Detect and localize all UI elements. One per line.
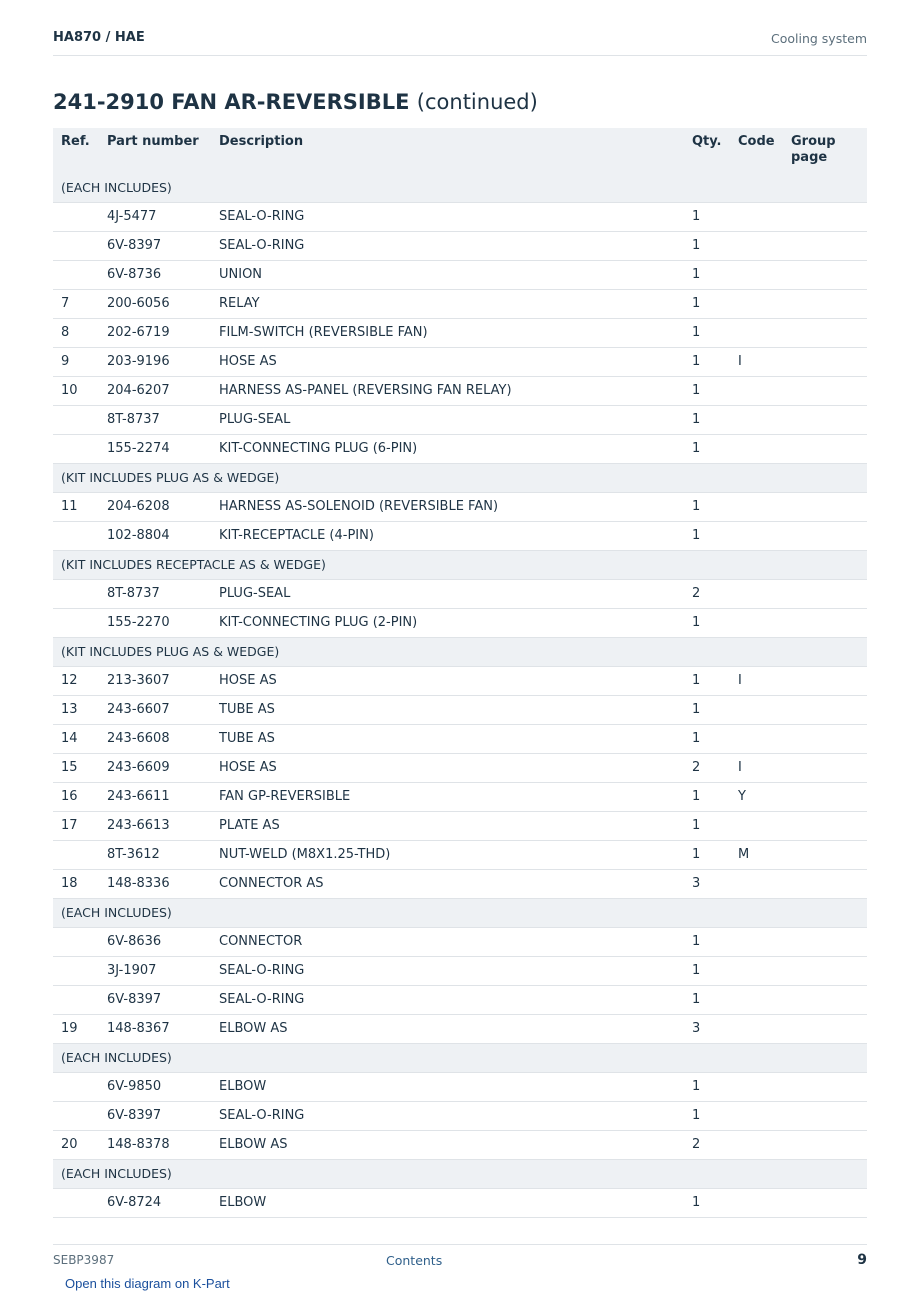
table-row	[53, 377, 867, 406]
group-page-cell	[783, 493, 867, 522]
group-page-cell	[783, 232, 867, 261]
ref-cell: 12	[53, 667, 99, 696]
table-row	[53, 754, 867, 783]
group-page-cell	[783, 261, 867, 290]
part-number-cell: 200-6056	[99, 290, 211, 319]
ref-cell: 14	[53, 725, 99, 754]
code-cell	[730, 1131, 783, 1160]
qty-cell: 3	[684, 1015, 730, 1044]
part-number-cell: 202-6719	[99, 319, 211, 348]
qty-cell: 1	[684, 725, 730, 754]
description-cell: ELBOW AS	[211, 1131, 684, 1160]
description-cell: KIT-RECEPTACLE (4-PIN)	[211, 522, 684, 551]
description-cell: ELBOW	[211, 1189, 684, 1218]
col-header-qty: Qty.	[684, 128, 730, 174]
code-cell	[730, 725, 783, 754]
part-number-cell: 8T-8737	[99, 580, 211, 609]
code-cell	[730, 406, 783, 435]
ref-cell: 17	[53, 812, 99, 841]
col-header-description: Description	[211, 128, 684, 174]
ref-cell	[53, 406, 99, 435]
code-cell	[730, 435, 783, 464]
qty-cell: 1	[684, 377, 730, 406]
table-row	[53, 261, 867, 290]
group-page-cell	[783, 1015, 867, 1044]
ref-cell: 9	[53, 348, 99, 377]
group-page-cell	[783, 1189, 867, 1218]
description-cell: CONNECTOR	[211, 928, 684, 957]
qty-cell: 1	[684, 696, 730, 725]
ref-cell: 11	[53, 493, 99, 522]
table-note-row	[53, 464, 867, 493]
table-row	[53, 435, 867, 464]
table-note-row	[53, 899, 867, 928]
part-number-cell: 155-2274	[99, 435, 211, 464]
code-cell: I	[730, 667, 783, 696]
group-page-cell	[783, 754, 867, 783]
part-number-cell: 6V-8736	[99, 261, 211, 290]
ref-cell: 15	[53, 754, 99, 783]
footer-divider	[53, 1244, 867, 1245]
group-page-cell	[783, 928, 867, 957]
ref-cell: 16	[53, 783, 99, 812]
description-cell: HOSE AS	[211, 754, 684, 783]
qty-cell: 1	[684, 348, 730, 377]
part-number-cell: 6V-8397	[99, 1102, 211, 1131]
ref-cell: 7	[53, 290, 99, 319]
ref-cell	[53, 203, 99, 232]
description-cell: KIT-CONNECTING PLUG (2-PIN)	[211, 609, 684, 638]
note-text: (EACH INCLUDES)	[53, 1044, 867, 1073]
code-cell	[730, 870, 783, 899]
ref-cell	[53, 986, 99, 1015]
description-cell: PLUG-SEAL	[211, 580, 684, 609]
group-page-cell	[783, 435, 867, 464]
group-page-cell	[783, 348, 867, 377]
part-number-cell: 204-6208	[99, 493, 211, 522]
group-page-cell	[783, 522, 867, 551]
qty-cell: 1	[684, 986, 730, 1015]
group-page-cell	[783, 841, 867, 870]
ref-cell	[53, 435, 99, 464]
qty-cell: 1	[684, 522, 730, 551]
code-cell	[730, 1189, 783, 1218]
part-number-cell: 6V-8636	[99, 928, 211, 957]
description-cell: FAN GP-REVERSIBLE	[211, 783, 684, 812]
part-number-cell: 6V-8724	[99, 1189, 211, 1218]
description-cell: HOSE AS	[211, 667, 684, 696]
group-page-cell	[783, 1131, 867, 1160]
note-text: (EACH INCLUDES)	[53, 1160, 867, 1189]
note-text: (KIT INCLUDES PLUG AS & WEDGE)	[53, 464, 867, 493]
ref-cell: 8	[53, 319, 99, 348]
group-page-cell	[783, 1073, 867, 1102]
code-cell	[730, 232, 783, 261]
contents-link[interactable]: Contents	[386, 1253, 443, 1268]
table-row	[53, 406, 867, 435]
ref-cell: 13	[53, 696, 99, 725]
ref-cell	[53, 1189, 99, 1218]
table-note-row	[53, 551, 867, 580]
part-number-cell: 203-9196	[99, 348, 211, 377]
description-cell: FILM-SWITCH (REVERSIBLE FAN)	[211, 319, 684, 348]
qty-cell: 1	[684, 841, 730, 870]
table-row	[53, 841, 867, 870]
table-row	[53, 580, 867, 609]
ref-cell	[53, 609, 99, 638]
group-page-cell	[783, 406, 867, 435]
qty-cell: 1	[684, 928, 730, 957]
code-cell	[730, 203, 783, 232]
part-number-cell: 204-6207	[99, 377, 211, 406]
description-cell: HARNESS AS-SOLENOID (REVERSIBLE FAN)	[211, 493, 684, 522]
qty-cell: 1	[684, 319, 730, 348]
group-page-cell	[783, 319, 867, 348]
group-page-cell	[783, 696, 867, 725]
group-page-cell	[783, 1102, 867, 1131]
part-number-cell: 6V-9850	[99, 1073, 211, 1102]
code-cell	[730, 1015, 783, 1044]
table-row	[53, 696, 867, 725]
code-cell	[730, 1102, 783, 1131]
qty-cell: 1	[684, 203, 730, 232]
table-row	[53, 812, 867, 841]
part-number-cell: 6V-8397	[99, 986, 211, 1015]
group-page-cell	[783, 203, 867, 232]
part-number-cell: 3J-1907	[99, 957, 211, 986]
group-page-cell	[783, 783, 867, 812]
description-cell: UNION	[211, 261, 684, 290]
page-title	[53, 90, 538, 114]
qty-cell: 1	[684, 261, 730, 290]
group-page-cell	[783, 986, 867, 1015]
group-page-cell	[783, 609, 867, 638]
qty-cell: 3	[684, 870, 730, 899]
ref-cell: 10	[53, 377, 99, 406]
table-note-row	[53, 174, 867, 203]
table-note-row	[53, 638, 867, 667]
part-number-cell: 148-8367	[99, 1015, 211, 1044]
system-label: Cooling system	[771, 31, 867, 46]
group-page-cell	[783, 667, 867, 696]
part-number-cell: 4J-5477	[99, 203, 211, 232]
description-cell: NUT-WELD (M8X1.25-THD)	[211, 841, 684, 870]
note-text: (EACH INCLUDES)	[53, 174, 867, 203]
part-number-cell: 102-8804	[99, 522, 211, 551]
qty-cell: 1	[684, 783, 730, 812]
table-row	[53, 290, 867, 319]
ref-cell	[53, 261, 99, 290]
ref-cell	[53, 522, 99, 551]
qty-cell: 1	[684, 667, 730, 696]
description-cell: RELAY	[211, 290, 684, 319]
code-cell	[730, 522, 783, 551]
description-cell: TUBE AS	[211, 696, 684, 725]
description-cell: SEAL-O-RING	[211, 1102, 684, 1131]
table-row	[53, 203, 867, 232]
continued-label: (continued)	[416, 90, 538, 114]
code-cell	[730, 261, 783, 290]
part-number-cell: 6V-8397	[99, 232, 211, 261]
part-number-cell: 8T-8737	[99, 406, 211, 435]
table-header-row	[53, 128, 867, 174]
description-cell: TUBE AS	[211, 725, 684, 754]
table-row	[53, 609, 867, 638]
table-row	[53, 957, 867, 986]
code-cell	[730, 319, 783, 348]
table-note-row	[53, 1044, 867, 1073]
table-row	[53, 348, 867, 377]
part-number-cell: 243-6609	[99, 754, 211, 783]
col-header-code: Code	[730, 128, 783, 174]
table-row	[53, 493, 867, 522]
table-row	[53, 1131, 867, 1160]
table-row	[53, 725, 867, 754]
model-label: HA870 / HAE	[53, 30, 145, 45]
code-cell	[730, 1073, 783, 1102]
parts-table	[53, 128, 867, 1218]
ref-cell	[53, 928, 99, 957]
code-cell: I	[730, 754, 783, 783]
description-cell: PLATE AS	[211, 812, 684, 841]
code-cell	[730, 609, 783, 638]
table-row	[53, 783, 867, 812]
description-cell: HOSE AS	[211, 348, 684, 377]
table-row	[53, 1189, 867, 1218]
open-diagram-link[interactable]: Open this diagram on K-Part	[65, 1276, 230, 1291]
col-header-ref: Ref.	[53, 128, 99, 174]
qty-cell: 1	[684, 812, 730, 841]
code-cell	[730, 377, 783, 406]
qty-cell: 1	[684, 290, 730, 319]
group-page-cell	[783, 725, 867, 754]
description-cell: ELBOW AS	[211, 1015, 684, 1044]
code-cell	[730, 812, 783, 841]
description-cell: SEAL-O-RING	[211, 232, 684, 261]
qty-cell: 2	[684, 1131, 730, 1160]
qty-cell: 1	[684, 493, 730, 522]
code-cell	[730, 957, 783, 986]
description-cell: CONNECTOR AS	[211, 870, 684, 899]
code-cell	[730, 580, 783, 609]
qty-cell: 1	[684, 232, 730, 261]
table-row	[53, 522, 867, 551]
description-cell: SEAL-O-RING	[211, 203, 684, 232]
ref-cell	[53, 841, 99, 870]
part-number-cell: 155-2270	[99, 609, 211, 638]
code-cell: M	[730, 841, 783, 870]
group-title: 241-2910 FAN AR-REVERSIBLE	[53, 90, 410, 114]
group-page-cell	[783, 870, 867, 899]
table-row	[53, 1015, 867, 1044]
qty-cell: 1	[684, 435, 730, 464]
code-cell	[730, 986, 783, 1015]
table-row	[53, 1073, 867, 1102]
ref-cell	[53, 1073, 99, 1102]
table-row	[53, 1102, 867, 1131]
page-header	[53, 28, 867, 56]
group-page-cell	[783, 580, 867, 609]
group-page-cell	[783, 812, 867, 841]
part-number-cell: 148-8378	[99, 1131, 211, 1160]
qty-cell: 1	[684, 1073, 730, 1102]
code-cell	[730, 290, 783, 319]
qty-cell: 2	[684, 754, 730, 783]
col-header-group-page: Group page	[783, 128, 867, 174]
table-row	[53, 928, 867, 957]
ref-cell	[53, 580, 99, 609]
description-cell: ELBOW	[211, 1073, 684, 1102]
page-number: 9	[857, 1252, 867, 1268]
code-cell	[730, 696, 783, 725]
table-note-row	[53, 1160, 867, 1189]
part-number-cell: 243-6611	[99, 783, 211, 812]
table-row	[53, 986, 867, 1015]
group-page-cell	[783, 957, 867, 986]
table-row	[53, 870, 867, 899]
part-number-cell: 243-6607	[99, 696, 211, 725]
code-cell	[730, 493, 783, 522]
table-row	[53, 232, 867, 261]
note-text: (KIT INCLUDES RECEPTACLE AS & WEDGE)	[53, 551, 867, 580]
ref-cell: 20	[53, 1131, 99, 1160]
description-cell: KIT-CONNECTING PLUG (6-PIN)	[211, 435, 684, 464]
part-number-cell: 213-3607	[99, 667, 211, 696]
table-row	[53, 319, 867, 348]
qty-cell: 2	[684, 580, 730, 609]
part-number-cell: 148-8336	[99, 870, 211, 899]
description-cell: SEAL-O-RING	[211, 986, 684, 1015]
note-text: (EACH INCLUDES)	[53, 899, 867, 928]
part-number-cell: 243-6613	[99, 812, 211, 841]
group-page-cell	[783, 290, 867, 319]
group-page-cell	[783, 377, 867, 406]
code-cell: I	[730, 348, 783, 377]
code-cell: Y	[730, 783, 783, 812]
ref-cell: 19	[53, 1015, 99, 1044]
qty-cell: 1	[684, 1102, 730, 1131]
qty-cell: 1	[684, 957, 730, 986]
ref-cell	[53, 232, 99, 261]
qty-cell: 1	[684, 1189, 730, 1218]
document-id: SEBP3987	[53, 1253, 115, 1267]
part-number-cell: 243-6608	[99, 725, 211, 754]
description-cell: HARNESS AS-PANEL (REVERSING FAN RELAY)	[211, 377, 684, 406]
table-row	[53, 667, 867, 696]
qty-cell: 1	[684, 609, 730, 638]
description-cell: SEAL-O-RING	[211, 957, 684, 986]
note-text: (KIT INCLUDES PLUG AS & WEDGE)	[53, 638, 867, 667]
ref-cell: 18	[53, 870, 99, 899]
parts-table-body	[53, 174, 867, 1218]
ref-cell	[53, 1102, 99, 1131]
code-cell	[730, 928, 783, 957]
part-number-cell: 8T-3612	[99, 841, 211, 870]
description-cell: PLUG-SEAL	[211, 406, 684, 435]
qty-cell: 1	[684, 406, 730, 435]
ref-cell	[53, 957, 99, 986]
col-header-part-number: Part number	[99, 128, 211, 174]
